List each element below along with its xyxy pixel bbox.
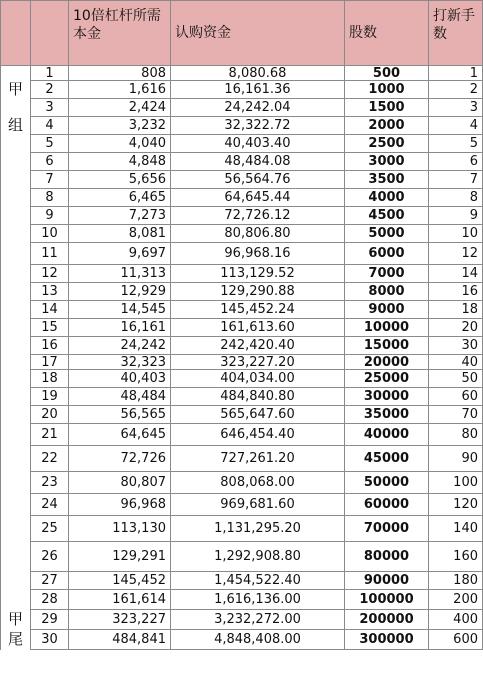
header-hands: 打新手数 bbox=[429, 1, 483, 66]
row-index-cell: 3 bbox=[31, 99, 69, 117]
margin-cell: 4,040 bbox=[69, 135, 171, 153]
group-label-cell: 甲 bbox=[1, 81, 31, 99]
table-row bbox=[1, 243, 483, 265]
row-index-cell: 20 bbox=[31, 406, 69, 424]
row-index-cell: 12 bbox=[31, 265, 69, 283]
hands-cell: 12 bbox=[429, 243, 483, 265]
row-index-cell: 28 bbox=[31, 590, 69, 610]
hands-cell: 2 bbox=[429, 81, 483, 99]
table-row bbox=[1, 207, 483, 225]
shares-cell: 80000 bbox=[345, 542, 429, 572]
shares-cell: 50000 bbox=[345, 472, 429, 494]
row-index-cell: 2 bbox=[31, 81, 69, 99]
margin-cell: 323,227 bbox=[69, 610, 171, 630]
table-row bbox=[1, 81, 483, 99]
group-label-cell bbox=[1, 542, 31, 572]
group-label-cell bbox=[1, 225, 31, 243]
group-label-cell bbox=[1, 446, 31, 472]
margin-cell: 11,313 bbox=[69, 265, 171, 283]
table-row bbox=[1, 494, 483, 516]
shares-cell: 3500 bbox=[345, 171, 429, 189]
row-index-cell: 6 bbox=[31, 153, 69, 171]
group-label-cell bbox=[1, 153, 31, 171]
group-label-cell bbox=[1, 494, 31, 516]
table-row bbox=[1, 424, 483, 446]
fund-cell: 3,232,272.00 bbox=[171, 610, 345, 630]
table-row bbox=[1, 388, 483, 406]
fund-cell: 161,613.60 bbox=[171, 319, 345, 337]
hands-cell: 30 bbox=[429, 337, 483, 355]
margin-cell: 24,242 bbox=[69, 337, 171, 355]
fund-cell: 484,840.80 bbox=[171, 388, 345, 406]
table-row bbox=[1, 225, 483, 243]
hands-cell: 20 bbox=[429, 319, 483, 337]
shares-cell: 3000 bbox=[345, 153, 429, 171]
shares-cell: 8000 bbox=[345, 283, 429, 301]
group-label-cell bbox=[1, 283, 31, 301]
row-index-cell: 15 bbox=[31, 319, 69, 337]
shares-cell: 35000 bbox=[345, 406, 429, 424]
margin-cell: 16,161 bbox=[69, 319, 171, 337]
shares-cell: 20000 bbox=[345, 355, 429, 370]
table-row bbox=[1, 472, 483, 494]
shares-cell: 25000 bbox=[345, 370, 429, 388]
table-row bbox=[1, 370, 483, 388]
row-index-cell: 23 bbox=[31, 472, 69, 494]
margin-cell: 161,614 bbox=[69, 590, 171, 610]
hands-cell: 10 bbox=[429, 225, 483, 243]
fund-cell: 242,420.40 bbox=[171, 337, 345, 355]
fund-cell: 727,261.20 bbox=[171, 446, 345, 472]
margin-cell: 14,545 bbox=[69, 301, 171, 319]
row-index-cell: 4 bbox=[31, 117, 69, 135]
row-index-cell: 11 bbox=[31, 243, 69, 265]
header-group bbox=[1, 1, 31, 66]
margin-cell: 5,656 bbox=[69, 171, 171, 189]
hands-cell: 50 bbox=[429, 370, 483, 388]
shares-cell: 200000 bbox=[345, 610, 429, 630]
fund-cell: 32,322.72 bbox=[171, 117, 345, 135]
fund-cell: 80,806.80 bbox=[171, 225, 345, 243]
margin-cell: 6,465 bbox=[69, 189, 171, 207]
shares-cell: 30000 bbox=[345, 388, 429, 406]
group-label-cell bbox=[1, 171, 31, 189]
fund-cell: 646,454.40 bbox=[171, 424, 345, 446]
hands-cell: 16 bbox=[429, 283, 483, 301]
fund-cell: 4,848,408.00 bbox=[171, 630, 345, 650]
hands-cell: 120 bbox=[429, 494, 483, 516]
margin-cell: 113,130 bbox=[69, 516, 171, 542]
row-index-cell: 5 bbox=[31, 135, 69, 153]
table-row bbox=[1, 283, 483, 301]
fund-cell: 1,616,136.00 bbox=[171, 590, 345, 610]
group-label-cell bbox=[1, 370, 31, 388]
group-label-cell bbox=[1, 189, 31, 207]
row-index-cell: 29 bbox=[31, 610, 69, 630]
shares-cell: 15000 bbox=[345, 337, 429, 355]
hands-cell: 80 bbox=[429, 424, 483, 446]
shares-cell: 5000 bbox=[345, 225, 429, 243]
header-row bbox=[1, 1, 483, 66]
row-index-cell: 18 bbox=[31, 370, 69, 388]
group-label-cell bbox=[1, 472, 31, 494]
table-row bbox=[1, 630, 483, 650]
row-index-cell: 8 bbox=[31, 189, 69, 207]
row-index-cell: 14 bbox=[31, 301, 69, 319]
header-shares: 股数 bbox=[345, 1, 429, 66]
margin-cell: 145,452 bbox=[69, 572, 171, 590]
shares-cell: 1500 bbox=[345, 99, 429, 117]
group-label-cell: 组 bbox=[1, 117, 31, 135]
shares-cell: 500 bbox=[345, 66, 429, 81]
fund-cell: 129,290.88 bbox=[171, 283, 345, 301]
table-row bbox=[1, 189, 483, 207]
margin-cell: 2,424 bbox=[69, 99, 171, 117]
shares-cell: 4000 bbox=[345, 189, 429, 207]
margin-cell: 64,645 bbox=[69, 424, 171, 446]
table-row bbox=[1, 446, 483, 472]
margin-cell: 3,232 bbox=[69, 117, 171, 135]
fund-cell: 1,454,522.40 bbox=[171, 572, 345, 590]
table-row bbox=[1, 153, 483, 171]
table-row bbox=[1, 355, 483, 370]
hands-cell: 9 bbox=[429, 207, 483, 225]
fund-cell: 48,484.08 bbox=[171, 153, 345, 171]
hands-cell: 90 bbox=[429, 446, 483, 472]
shares-cell: 9000 bbox=[345, 301, 429, 319]
shares-cell: 90000 bbox=[345, 572, 429, 590]
table-row bbox=[1, 610, 483, 630]
shares-cell: 45000 bbox=[345, 446, 429, 472]
shares-cell: 4500 bbox=[345, 207, 429, 225]
margin-cell: 72,726 bbox=[69, 446, 171, 472]
row-index-cell: 1 bbox=[31, 66, 69, 81]
margin-cell: 484,841 bbox=[69, 630, 171, 650]
table-row bbox=[1, 337, 483, 355]
table-row bbox=[1, 99, 483, 117]
margin-cell: 808 bbox=[69, 66, 171, 81]
hands-cell: 3 bbox=[429, 99, 483, 117]
hands-cell: 400 bbox=[429, 610, 483, 630]
hands-cell: 100 bbox=[429, 472, 483, 494]
row-index-cell: 21 bbox=[31, 424, 69, 446]
group-label-cell: 甲 bbox=[1, 610, 31, 630]
group-label-cell bbox=[1, 66, 31, 81]
row-index-cell: 13 bbox=[31, 283, 69, 301]
fund-cell: 56,564.76 bbox=[171, 171, 345, 189]
table-row bbox=[1, 171, 483, 189]
row-index-cell: 27 bbox=[31, 572, 69, 590]
hands-cell: 4 bbox=[429, 117, 483, 135]
fund-cell: 969,681.60 bbox=[171, 494, 345, 516]
margin-cell: 1,616 bbox=[69, 81, 171, 99]
hands-cell: 18 bbox=[429, 301, 483, 319]
header-margin: 10倍杠杆所需本金 bbox=[69, 1, 171, 66]
row-index-cell: 30 bbox=[31, 630, 69, 650]
hands-cell: 160 bbox=[429, 542, 483, 572]
margin-cell: 48,484 bbox=[69, 388, 171, 406]
hands-cell: 200 bbox=[429, 590, 483, 610]
margin-cell: 9,697 bbox=[69, 243, 171, 265]
margin-cell: 96,968 bbox=[69, 494, 171, 516]
shares-cell: 60000 bbox=[345, 494, 429, 516]
group-label-cell bbox=[1, 516, 31, 542]
table-row bbox=[1, 301, 483, 319]
fund-cell: 1,292,908.80 bbox=[171, 542, 345, 572]
table-row bbox=[1, 265, 483, 283]
margin-cell: 40,403 bbox=[69, 370, 171, 388]
hands-cell: 6 bbox=[429, 153, 483, 171]
fund-cell: 404,034.00 bbox=[171, 370, 345, 388]
fund-cell: 16,161.36 bbox=[171, 81, 345, 99]
fund-cell: 8,080.68 bbox=[171, 66, 345, 81]
fund-cell: 565,647.60 bbox=[171, 406, 345, 424]
shares-cell: 10000 bbox=[345, 319, 429, 337]
shares-cell: 70000 bbox=[345, 516, 429, 542]
fund-cell: 113,129.52 bbox=[171, 265, 345, 283]
hands-cell: 140 bbox=[429, 516, 483, 542]
fund-cell: 40,403.40 bbox=[171, 135, 345, 153]
shares-cell: 100000 bbox=[345, 590, 429, 610]
table-row bbox=[1, 117, 483, 135]
row-index-cell: 19 bbox=[31, 388, 69, 406]
margin-cell: 7,273 bbox=[69, 207, 171, 225]
shares-cell: 2500 bbox=[345, 135, 429, 153]
group-label-cell bbox=[1, 424, 31, 446]
shares-cell: 300000 bbox=[345, 630, 429, 650]
row-index-cell: 25 bbox=[31, 516, 69, 542]
shares-cell: 1000 bbox=[345, 81, 429, 99]
hands-cell: 7 bbox=[429, 171, 483, 189]
shares-cell: 40000 bbox=[345, 424, 429, 446]
table-row bbox=[1, 572, 483, 590]
group-label-cell bbox=[1, 135, 31, 153]
margin-cell: 8,081 bbox=[69, 225, 171, 243]
group-label-cell bbox=[1, 406, 31, 424]
margin-cell: 80,807 bbox=[69, 472, 171, 494]
table-row bbox=[1, 542, 483, 572]
shares-cell: 7000 bbox=[345, 265, 429, 283]
margin-cell: 32,323 bbox=[69, 355, 171, 370]
fund-cell: 323,227.20 bbox=[171, 355, 345, 370]
group-label-cell bbox=[1, 265, 31, 283]
table-row bbox=[1, 406, 483, 424]
table-row bbox=[1, 135, 483, 153]
table-row bbox=[1, 516, 483, 542]
table-row bbox=[1, 590, 483, 610]
group-label-cell bbox=[1, 301, 31, 319]
fund-cell: 72,726.12 bbox=[171, 207, 345, 225]
hands-cell: 14 bbox=[429, 265, 483, 283]
group-label-cell: 尾 bbox=[1, 630, 31, 650]
group-label-cell bbox=[1, 388, 31, 406]
hands-cell: 40 bbox=[429, 355, 483, 370]
hands-cell: 180 bbox=[429, 572, 483, 590]
fund-cell: 1,131,295.20 bbox=[171, 516, 345, 542]
fund-cell: 64,645.44 bbox=[171, 189, 345, 207]
group-label-cell bbox=[1, 207, 31, 225]
header-fund: 认购资金 bbox=[171, 1, 345, 66]
header-index bbox=[31, 1, 69, 66]
row-index-cell: 7 bbox=[31, 171, 69, 189]
margin-cell: 4,848 bbox=[69, 153, 171, 171]
fund-cell: 808,068.00 bbox=[171, 472, 345, 494]
margin-cell: 129,291 bbox=[69, 542, 171, 572]
row-index-cell: 9 bbox=[31, 207, 69, 225]
group-label-cell bbox=[1, 355, 31, 370]
hands-cell: 600 bbox=[429, 630, 483, 650]
hands-cell: 8 bbox=[429, 189, 483, 207]
hands-cell: 60 bbox=[429, 388, 483, 406]
group-label-cell bbox=[1, 243, 31, 265]
margin-cell: 12,929 bbox=[69, 283, 171, 301]
group-label-cell bbox=[1, 572, 31, 590]
shares-cell: 2000 bbox=[345, 117, 429, 135]
hands-cell: 1 bbox=[429, 66, 483, 81]
hands-cell: 5 bbox=[429, 135, 483, 153]
row-index-cell: 22 bbox=[31, 446, 69, 472]
group-label-cell bbox=[1, 99, 31, 117]
row-index-cell: 16 bbox=[31, 337, 69, 355]
row-index-cell: 24 bbox=[31, 494, 69, 516]
table-row bbox=[1, 319, 483, 337]
fund-cell: 145,452.24 bbox=[171, 301, 345, 319]
group-label-cell bbox=[1, 590, 31, 610]
fund-cell: 24,242.04 bbox=[171, 99, 345, 117]
hands-cell: 70 bbox=[429, 406, 483, 424]
margin-cell: 56,565 bbox=[69, 406, 171, 424]
row-index-cell: 26 bbox=[31, 542, 69, 572]
row-index-cell: 10 bbox=[31, 225, 69, 243]
shares-cell: 6000 bbox=[345, 243, 429, 265]
group-label-cell bbox=[1, 337, 31, 355]
table-row bbox=[1, 66, 483, 81]
row-index-cell: 17 bbox=[31, 355, 69, 370]
fund-cell: 96,968.16 bbox=[171, 243, 345, 265]
group-label-cell bbox=[1, 319, 31, 337]
